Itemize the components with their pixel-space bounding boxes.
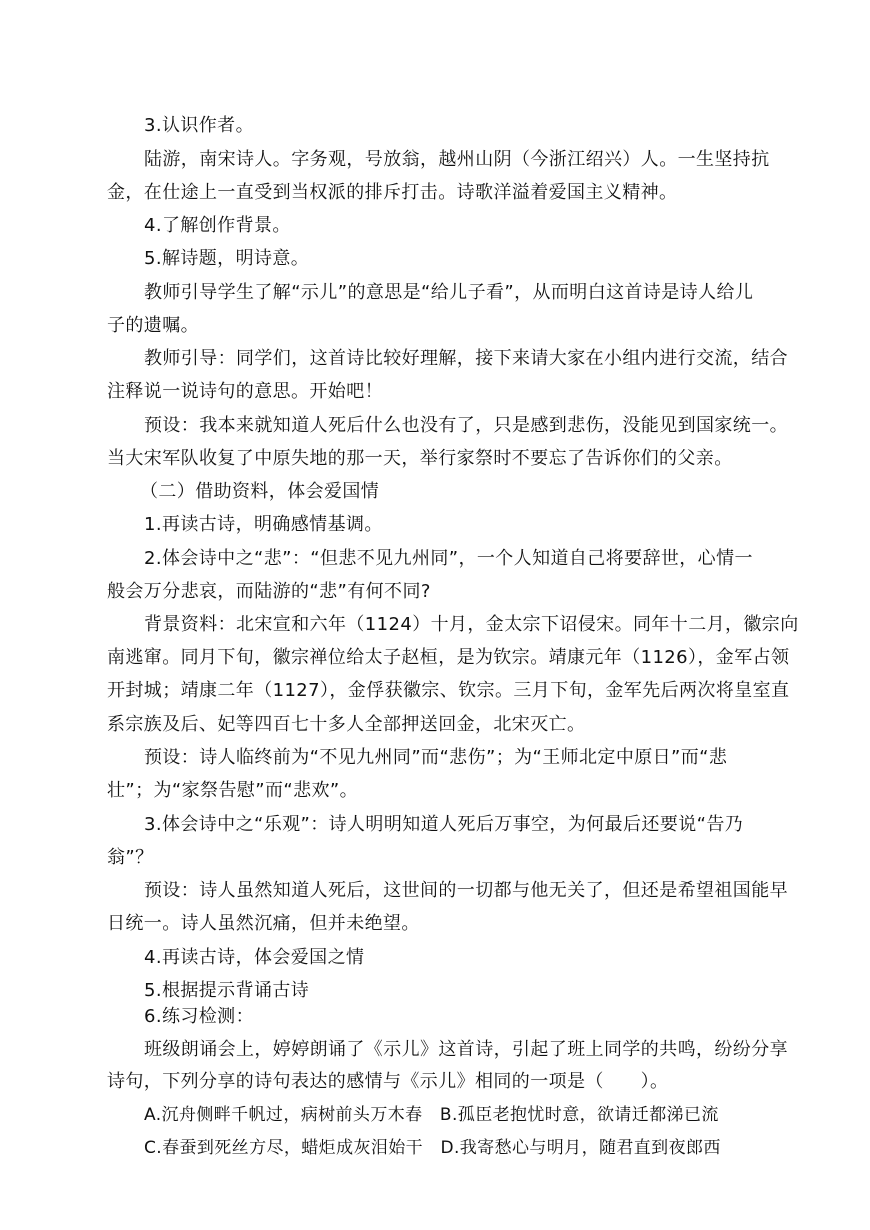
section-2-heading: （二）借助资料，体会爱国情 — [140, 481, 380, 502]
background-material-line-4: 系宗族及后、妃等四百七十多人全部押送回金，北宋灭亡。 — [107, 714, 586, 735]
section-2-step-1: 1.再读古诗，明确感情基调。 — [144, 514, 383, 535]
expected-answer-line-2: 当大宋军队收复了中原失地的那一天，举行家祭时不要忘了告诉你们的父亲。 — [107, 448, 733, 469]
section-2-step-2-line-2: 般会万分悲哀，而陆游的“悲”有何不同? — [107, 581, 431, 602]
background-material-line-2: 南逃窜。同月下旬，徽宗禅位给太子赵桓，是为钦宗。靖康元年（1126），金军占领 — [107, 647, 790, 668]
exercise-options-a-b: A.沉舟侧畔千帆过，病树前头万木春 B.孤臣老抱忧时意，欲请迁都涕已流 — [144, 1105, 719, 1125]
step-3-heading: 3.认识作者。 — [144, 115, 254, 136]
expected-answer-line-1: 预设：我本来就知道人死后什么也没有了，只是感到悲伤，没能见到国家统一。 — [144, 415, 788, 436]
title-explanation-line-2: 子的遗嘱。 — [107, 315, 199, 336]
background-material-line-3: 开封城；靖康二年（1127），金俘获徽宗、钦宗。三月下旬，金军先后两次将皇室直 — [107, 680, 790, 701]
exercise-options-c-d: C.春蚕到死丝方尽，蜡炬成灰泪始干 D.我寄愁心与明月，随君直到夜郎西 — [144, 1138, 721, 1158]
background-material-line-1: 背景资料：北宋宣和六年（1124）十月，金太宗下诏侵宋。同年十二月，徽宗向 — [144, 614, 799, 635]
title-explanation-line-1: 教师引导学生了解“示儿”的意思是“给儿子看”，从而明白这首诗是诗人给儿 — [144, 282, 754, 303]
exercise-question-line-2: 诗句，下列分享的诗句表达的感情与《示儿》相同的一项是（ ）。 — [107, 1071, 669, 1092]
teacher-guidance-line-1: 教师引导：同学们，这首诗比较好理解，接下来请大家在小组内进行交流，结合 — [144, 348, 788, 369]
emotion-answer-line-1: 预设：诗人临终前为“不见九州同”而“悲伤”；为“王师北定中原日”而“悲 — [144, 747, 728, 768]
section-2-step-4: 4.再读古诗，体会爱国之情 — [144, 947, 365, 968]
section-2-step-3-line-1: 3.体会诗中之“乐观”：诗人明明知道人死后万事空，为何最后还要说“告乃 — [144, 814, 744, 835]
step-5-heading: 5.解诗题，明诗意。 — [144, 248, 310, 269]
section-2-step-6: 6.练习检测： — [144, 1006, 254, 1027]
emotion-answer-line-2: 壮”；为“家祭告慰”而“悲欢”。 — [107, 780, 359, 801]
section-2-step-2-line-1: 2.体会诗中之“悲”：“但悲不见九州同”，一个人知道自己将要辞世，心情一 — [144, 548, 753, 569]
optimism-answer-line-1: 预设：诗人虽然知道人死后，这世间的一切都与他无关了，但还是希望祖国能早 — [144, 880, 788, 901]
exercise-question-line-1: 班级朗诵会上，婷婷朗诵了《示儿》这首诗，引起了班上同学的共鸣，纷纷分享 — [144, 1039, 788, 1060]
optimism-answer-line-2: 日统一。诗人虽然沉痛，但并未绝望。 — [107, 913, 420, 934]
author-intro-line-2: 金，在仕途上一直受到当权派的排斥打击。诗歌洋溢着爱国主义精神。 — [107, 182, 678, 203]
teacher-guidance-line-2: 注释说一说诗句的意思。开始吧！ — [107, 381, 383, 402]
author-intro-line-1: 陆游，南宋诗人。字务观，号放翁，越州山阴（今浙江绍兴）人。一生坚持抗 — [144, 149, 770, 170]
step-4-heading: 4.了解创作背景。 — [144, 215, 291, 236]
section-2-step-5: 5.根据提示背诵古诗 — [144, 980, 310, 1001]
section-2-step-3-line-2: 翁”？ — [107, 847, 154, 868]
